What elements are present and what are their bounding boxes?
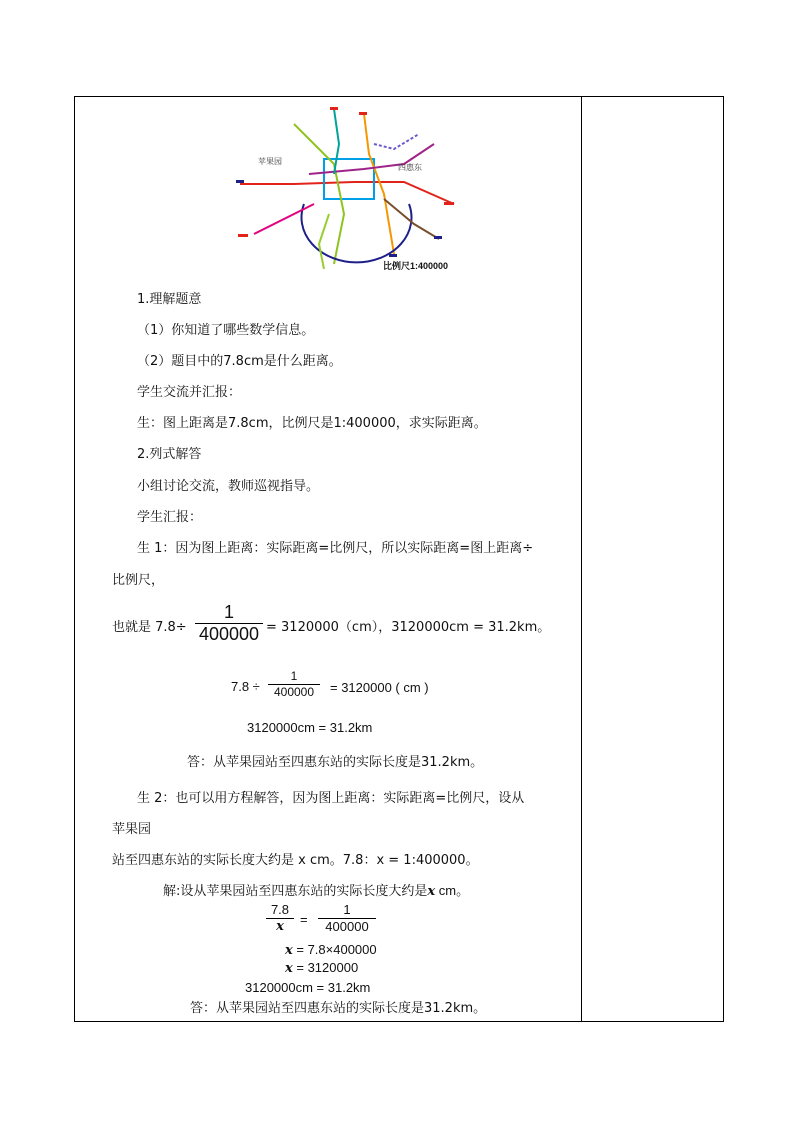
student1-line2: 比例尺，	[112, 573, 165, 588]
equation1-left: 7.8 ÷	[231, 679, 260, 694]
variable-x: x	[285, 943, 293, 958]
subway-map-image	[234, 104, 464, 274]
variable-x: x	[427, 884, 436, 899]
map-station-marker	[238, 234, 248, 237]
step2-heading: 2.列式解答	[137, 447, 202, 462]
fraction-numerator: 1	[290, 669, 298, 683]
solve-step-a: x = 7.8×400000	[285, 942, 377, 958]
fraction-denominator: x	[276, 919, 284, 934]
map-label-sihuidong: 四惠东	[398, 163, 422, 172]
fraction-numerator: 7.8	[270, 902, 290, 917]
answer-1: 答：从苹果园站至四惠东站的实际长度是31.2km。	[187, 755, 484, 770]
proportion-left-fraction	[266, 902, 294, 935]
map-station-marker	[330, 107, 338, 110]
map-station-marker	[359, 112, 367, 115]
proportion-equals: =	[300, 912, 308, 927]
group-discussion: 小组讨论交流，教师巡视指导。	[137, 479, 320, 494]
equation1-right: = 3120000 ( cm )	[330, 680, 429, 695]
map-station-marker	[434, 236, 442, 239]
student1-eq-suffix: = 3120000（cm），3120000cm = 31.2km。	[266, 620, 551, 635]
map-line-1	[240, 182, 454, 204]
solve-step-c: 3120000cm = 31.2km	[245, 980, 371, 995]
fraction-denominator: 400000	[325, 919, 369, 934]
map-station-marker	[236, 180, 244, 183]
fraction-numerator: 1	[223, 602, 234, 622]
student2-line1: 生 2：也可以用方程解答，因为图上距离：实际距离=比例尺，设从	[137, 791, 525, 806]
report-2: 学生汇报：	[137, 510, 203, 525]
equation1-fraction	[268, 669, 320, 700]
solve-statement	[163, 882, 469, 901]
map-line-11	[374, 134, 419, 149]
solve-step-b: x = 3120000	[285, 960, 359, 976]
student1-line1: 生 1：因为图上距离：实际距离=比例尺，所以实际距离=图上距离÷	[137, 541, 534, 556]
column-divider	[581, 97, 582, 1021]
map-line-8	[254, 204, 314, 234]
student2-line3: 站至四惠东站的实际长度大约是 x cm。7.8：x = 1:400000。	[112, 853, 479, 868]
map-station-marker	[444, 202, 454, 205]
answer-2: 答：从苹果园站至四惠东站的实际长度是31.2km。	[190, 1001, 487, 1016]
equation2: 3120000cm = 31.2km	[247, 720, 373, 735]
map-line-4	[364, 114, 394, 254]
fraction-numerator: 1	[343, 902, 351, 917]
question-2: （2）题目中的7.8cm是什么距离。	[137, 354, 342, 369]
report-intro: 学生交流并汇报：	[137, 385, 242, 400]
map-line-2	[324, 159, 374, 199]
student1-eq-prefix: 也就是 7.8÷	[112, 620, 187, 635]
step1-heading: 1.理解题意	[137, 292, 202, 307]
fraction-denominator: 400000	[198, 624, 260, 644]
map-station-marker	[389, 254, 397, 257]
student2-line2: 苹果园	[112, 822, 152, 837]
solve-suffix: cm。	[435, 883, 470, 898]
solve-prefix: 解:设从苹果园站至四惠东站的实际长度大约是	[163, 884, 428, 899]
student1-fraction	[195, 602, 263, 645]
proportion-right-fraction	[318, 902, 376, 935]
question-1: （1）你知道了哪些数学信息。	[137, 323, 315, 338]
map-line-7	[334, 109, 339, 174]
map-line-6	[302, 204, 412, 262]
map-scale-label: 比例尺1:400000	[383, 261, 449, 271]
variable-x: x	[285, 961, 293, 976]
map-line-10	[319, 214, 329, 269]
fraction-denominator: 400000	[273, 685, 315, 699]
map-label-pingguoyuan: 苹果园	[258, 157, 282, 166]
student-answer: 生：图上距离是7.8cm，比例尺是1:400000，求实际距离。	[137, 416, 487, 431]
